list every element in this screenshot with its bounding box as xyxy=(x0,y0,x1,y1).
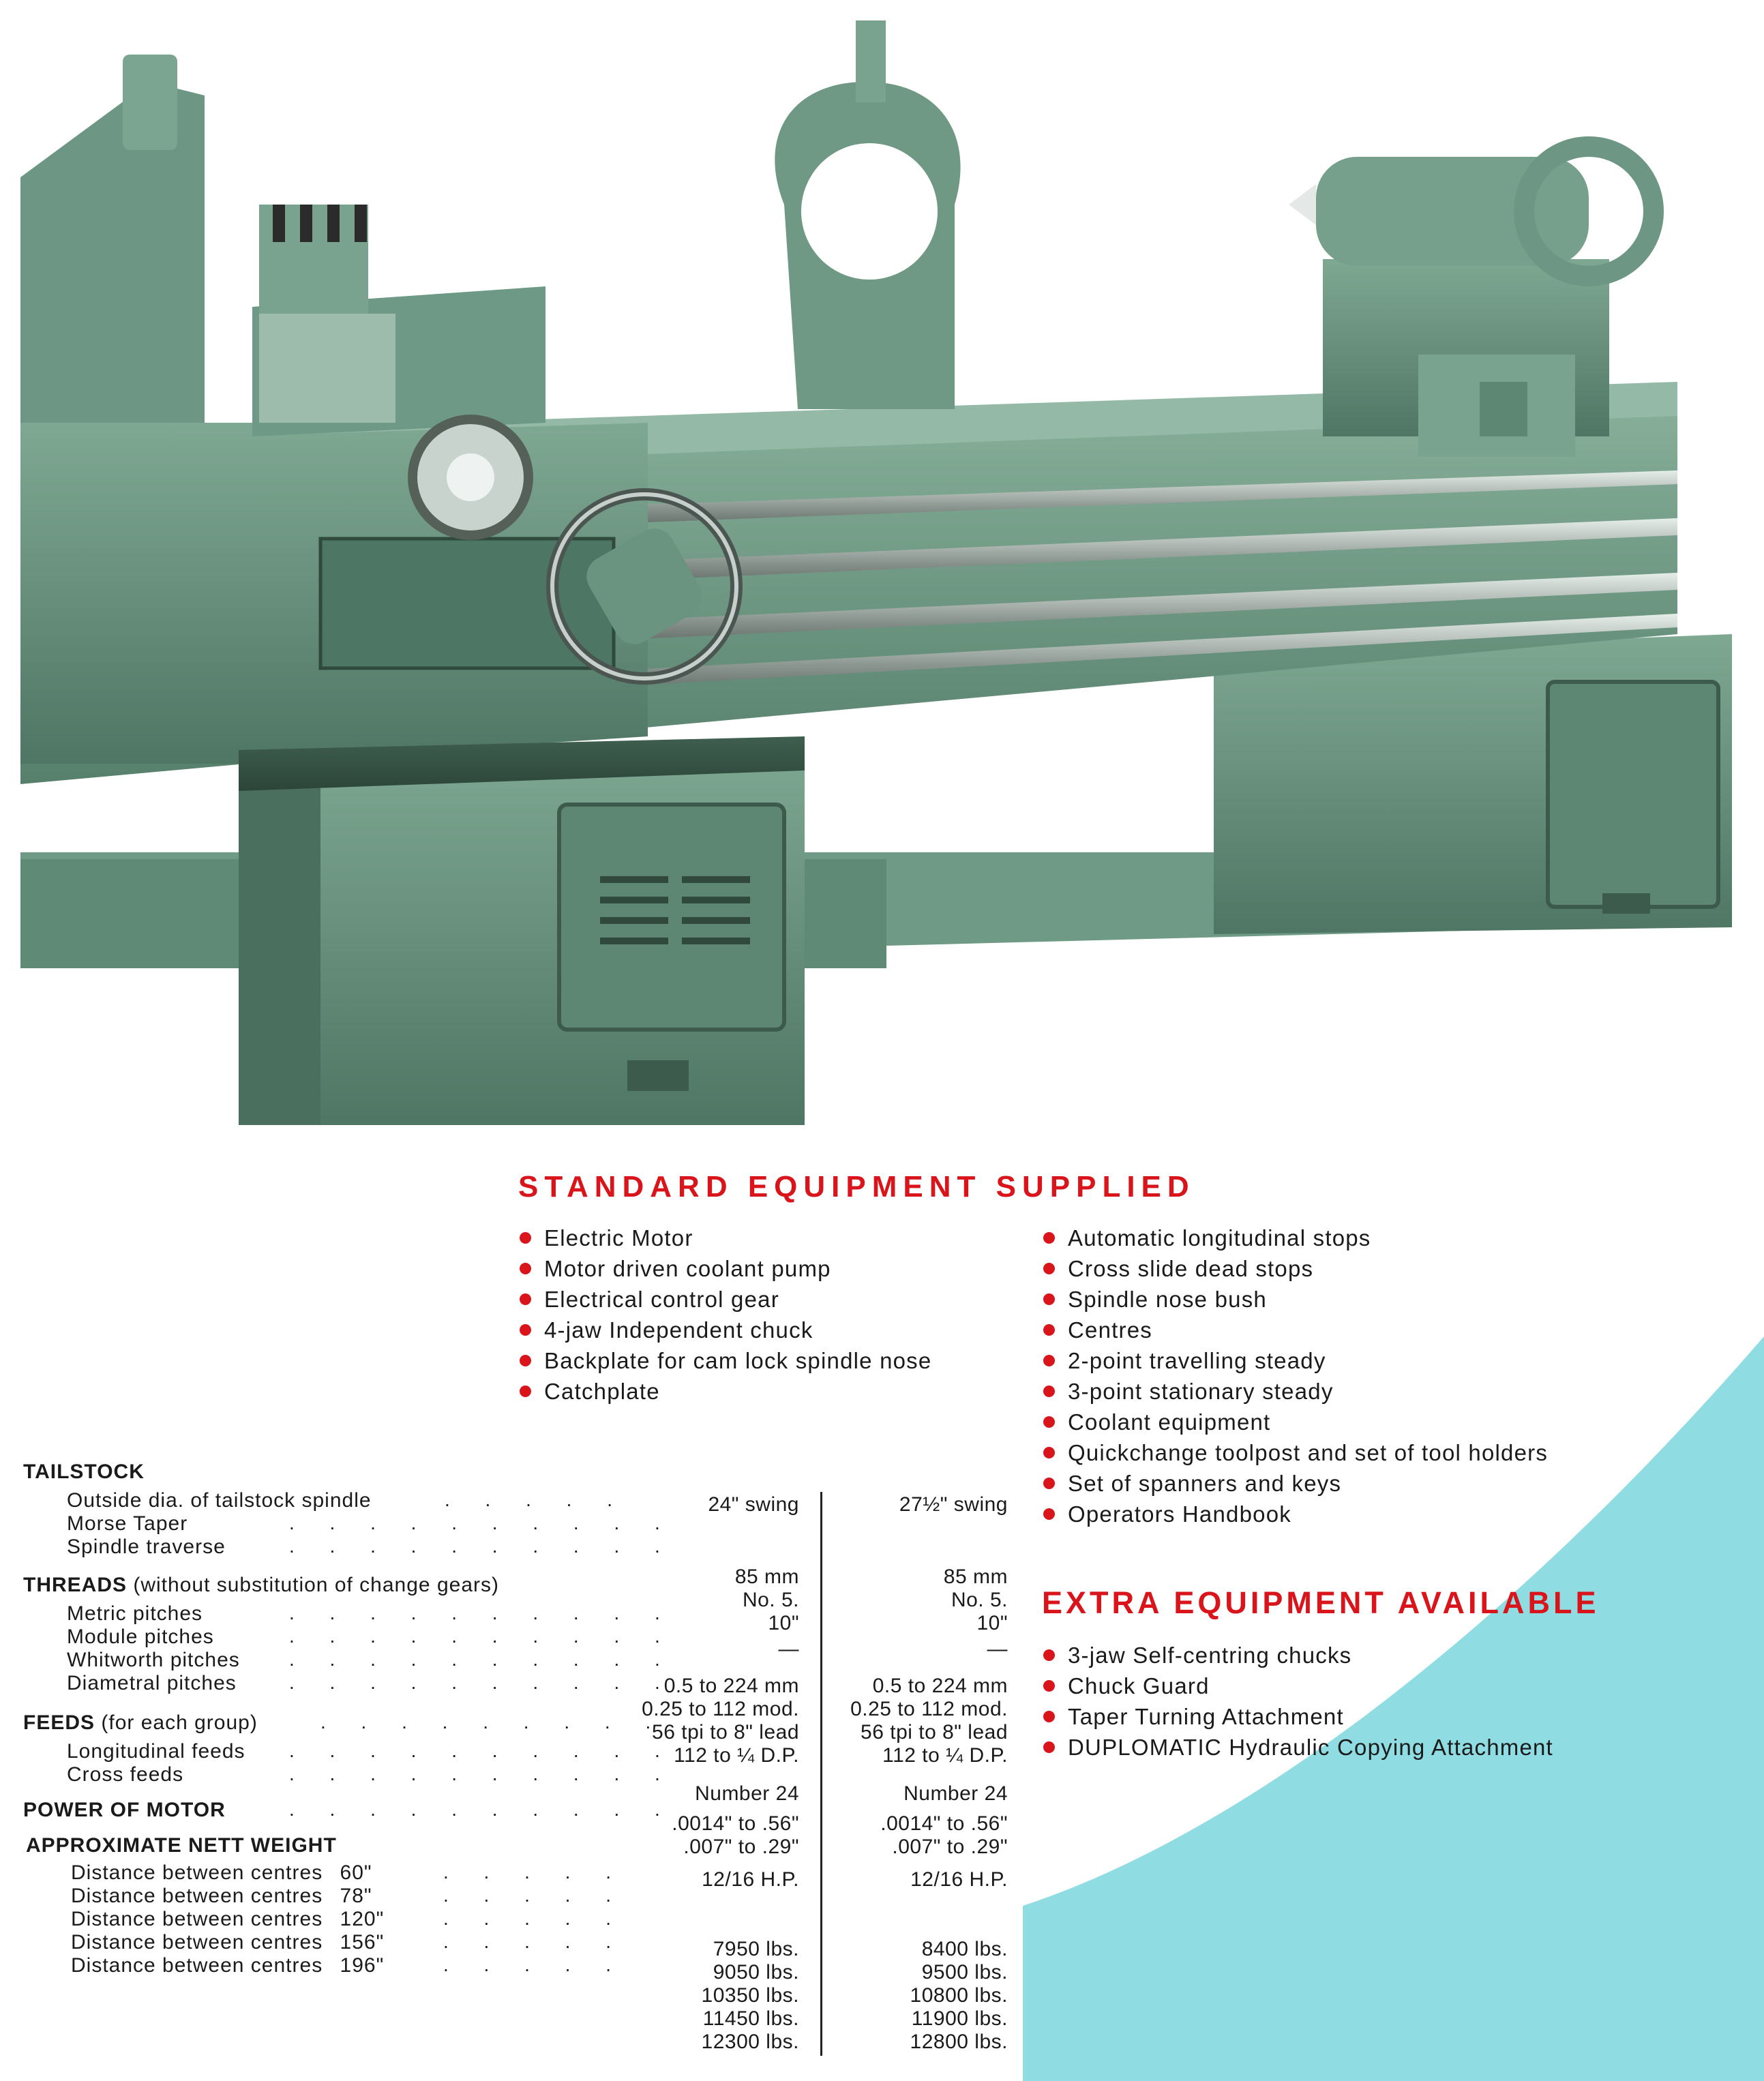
list-item-text: Set of spanners and keys xyxy=(1068,1471,1342,1496)
bullet-icon xyxy=(1043,1649,1055,1661)
spec-label: Diametral pitches xyxy=(67,1672,237,1694)
bullet-icon xyxy=(1043,1478,1055,1489)
threads-value: 0.5 to 224 mm xyxy=(872,1675,1008,1697)
tailstock-heading: TAILSTOCK xyxy=(23,1461,145,1483)
spec-label: Spindle traverse xyxy=(67,1536,226,1558)
leader-dots: . . . . . . . . . xyxy=(320,1711,666,1733)
leader-dots: . . . . . . . . . . xyxy=(289,1536,675,1557)
list-item-text: Catchplate xyxy=(544,1379,660,1404)
bullet-icon xyxy=(1043,1711,1055,1722)
centres-value: 196" xyxy=(340,1954,385,1977)
standard-equipment-item xyxy=(518,1284,931,1315)
feeds-value: .007" to .29" xyxy=(892,1836,1008,1858)
list-item-text: DUPLOMATIC Hydraulic Copying Attachment xyxy=(1068,1735,1553,1760)
weight-value: 12300 lbs. xyxy=(701,2031,799,2053)
centres-value: 60" xyxy=(340,1861,372,1884)
leader-dots: . . . . . . . . . . xyxy=(289,1649,675,1670)
standard-equipment-item xyxy=(1042,1345,1548,1376)
threads-value: 0.5 to 224 mm xyxy=(663,1675,799,1697)
standard-equipment-item xyxy=(1042,1223,1548,1253)
standard-equipment-item xyxy=(1042,1315,1548,1345)
standard-equipment-item xyxy=(518,1253,931,1284)
list-item-text: 3-jaw Self-centring chucks xyxy=(1068,1643,1352,1668)
feeds-value: Number 24 xyxy=(695,1782,799,1805)
bullet-icon xyxy=(520,1263,531,1274)
weight-value: 10350 lbs. xyxy=(701,1984,799,2007)
leader-dots: . . . . . . . . . . xyxy=(289,1672,675,1693)
list-item-text: 3-point stationary steady xyxy=(1068,1379,1334,1404)
leader-dots: . . . . . xyxy=(443,1954,627,1975)
weight-value: 12800 lbs. xyxy=(910,2031,1008,2053)
leader-dots: . . . . . . . . . . xyxy=(289,1763,675,1784)
spec-label: Longitudinal feeds xyxy=(67,1740,245,1763)
tailstock-value: 85 mm xyxy=(943,1566,1008,1588)
bullet-icon xyxy=(1043,1293,1055,1305)
extra-equipment-item xyxy=(1042,1701,1553,1732)
standard-equipment-item xyxy=(1042,1468,1548,1499)
feeds-value: .007" to .29" xyxy=(683,1836,799,1858)
leader-dots: . . . . . xyxy=(443,1908,627,1929)
tailstock-value: No. 5. xyxy=(742,1589,799,1611)
tailstock-value: 10" xyxy=(768,1612,799,1634)
threads-value: — xyxy=(987,1638,1008,1660)
standard-equipment-item xyxy=(518,1376,931,1407)
leader-dots: . . . . . . . . . . xyxy=(289,1512,675,1533)
weight-value: 9500 lbs. xyxy=(921,1961,1008,1983)
leader-dots: . . . . . . . . . . xyxy=(289,1799,675,1820)
centres-value: 120" xyxy=(340,1908,385,1930)
extra-equipment-item xyxy=(1042,1640,1553,1671)
list-item-text: Taper Turning Attachment xyxy=(1068,1704,1344,1729)
standard-equipment-list-right xyxy=(1042,1223,1548,1529)
weight-row-label: Distance between centres 196" xyxy=(71,1954,385,1977)
bullet-icon xyxy=(520,1386,531,1397)
weight-value: 7950 lbs. xyxy=(713,1938,799,1960)
column-header: 24" swing xyxy=(708,1493,799,1516)
bullet-icon xyxy=(520,1293,531,1305)
list-item-text: Automatic longitudinal stops xyxy=(1068,1225,1371,1251)
weight-value: 11900 lbs. xyxy=(911,2007,1008,2030)
spec-label: Metric pitches xyxy=(67,1602,203,1625)
standard-equipment-item xyxy=(518,1345,931,1376)
list-item-text: Centres xyxy=(1068,1317,1152,1343)
list-item-text: Chuck Guard xyxy=(1068,1673,1210,1698)
standard-equipment-item xyxy=(1042,1437,1548,1468)
weight-row-label: Distance between centres 60" xyxy=(71,1861,372,1884)
threads-value: 56 tpi to 8" lead xyxy=(652,1721,799,1743)
spec-label: Whitworth pitches xyxy=(67,1649,240,1671)
threads-note: (without substitution of change gears) xyxy=(133,1574,499,1596)
standard-equipment-item xyxy=(1042,1284,1548,1315)
list-item-text: Cross slide dead stops xyxy=(1068,1256,1314,1281)
threads-heading: THREADS (without substitution of change gears) xyxy=(23,1574,499,1596)
column-header: 27½" swing xyxy=(899,1493,1008,1516)
weight-value: 8400 lbs. xyxy=(921,1938,1008,1960)
tailstock-value: 10" xyxy=(976,1612,1008,1634)
spec-label: Module pitches xyxy=(67,1626,214,1648)
feeds-value: Number 24 xyxy=(903,1782,1008,1805)
feeds-heading: FEEDS (for each group) xyxy=(23,1711,258,1734)
feeds-value: .0014" to .56" xyxy=(672,1812,799,1835)
bullet-icon xyxy=(1043,1355,1055,1366)
bullet-icon xyxy=(520,1355,531,1366)
list-item-text: Backplate for cam lock spindle nose xyxy=(544,1348,932,1373)
weight-value: 11450 lbs. xyxy=(702,2007,799,2030)
threads-value: 0.25 to 112 mod. xyxy=(642,1698,799,1720)
leader-dots: . . . . . . . . . . xyxy=(289,1740,675,1761)
column-divider xyxy=(820,1492,822,2056)
weight-value: 9050 lbs. xyxy=(713,1961,799,1983)
centres-value: 156" xyxy=(340,1931,385,1953)
bullet-icon xyxy=(1043,1386,1055,1397)
standard-equipment-item xyxy=(518,1223,931,1253)
leader-dots: . . . . . xyxy=(445,1489,628,1510)
power-value: 12/16 H.P. xyxy=(702,1868,799,1891)
threads-value: 112 to ¼ D.P. xyxy=(882,1744,1008,1767)
power-value: 12/16 H.P. xyxy=(910,1868,1008,1891)
tailstock-value: 85 mm xyxy=(734,1566,799,1588)
weight-row-label: Distance between centres 156" xyxy=(71,1931,385,1953)
bullet-icon xyxy=(520,1324,531,1336)
list-item-text: Quickchange toolpost and set of tool holders xyxy=(1068,1440,1549,1465)
leader-dots: . . . . . . . . . . xyxy=(289,1602,675,1623)
leader-dots: . . . . . . . . . . xyxy=(289,1626,675,1647)
list-item-text: Operators Handbook xyxy=(1068,1501,1291,1527)
list-item-text: Electrical control gear xyxy=(544,1287,779,1312)
tailstock-value: No. 5. xyxy=(951,1589,1008,1611)
list-item-text: 2-point travelling steady xyxy=(1068,1348,1326,1373)
standard-equipment-list-left xyxy=(518,1223,931,1407)
power-heading: POWER OF MOTOR xyxy=(23,1799,226,1821)
spec-label: Morse Taper xyxy=(67,1512,188,1535)
bullet-icon xyxy=(520,1232,531,1244)
standard-equipment-item xyxy=(518,1315,931,1345)
bullet-icon xyxy=(1043,1263,1055,1274)
list-item-text: Spindle nose bush xyxy=(1068,1287,1267,1312)
spec-label: Cross feeds xyxy=(67,1763,184,1786)
bullet-icon xyxy=(1043,1447,1055,1458)
list-item-text: Electric Motor xyxy=(544,1225,693,1251)
bullet-icon xyxy=(1043,1232,1055,1244)
bullet-icon xyxy=(1043,1416,1055,1428)
bullet-icon xyxy=(1043,1741,1055,1753)
centres-value: 78" xyxy=(340,1885,372,1907)
threads-value: — xyxy=(778,1638,799,1660)
threads-value: 112 to ¼ D.P. xyxy=(674,1744,799,1767)
standard-equipment-item xyxy=(1042,1376,1548,1407)
list-item-text: 4-jaw Independent chuck xyxy=(544,1317,813,1343)
extra-equipment-item xyxy=(1042,1671,1553,1701)
threads-value: 0.25 to 112 mod. xyxy=(850,1698,1008,1720)
standard-equipment-item xyxy=(1042,1407,1548,1437)
extra-equipment-list xyxy=(1042,1640,1553,1763)
extra-equipment-title: EXTRA EQUIPMENT AVAILABLE xyxy=(1042,1585,1600,1620)
standard-equipment-item xyxy=(1042,1499,1548,1529)
feeds-note: (for each group) xyxy=(101,1711,258,1734)
threads-value: 56 tpi to 8" lead xyxy=(861,1721,1008,1743)
bullet-icon xyxy=(1043,1680,1055,1692)
leader-dots: . . . . . xyxy=(443,1885,627,1906)
list-item-text: Coolant equipment xyxy=(1068,1409,1271,1435)
standard-equipment-item xyxy=(1042,1253,1548,1284)
extra-equipment-item xyxy=(1042,1732,1553,1763)
standard-equipment-title: STANDARD EQUIPMENT SUPPLIED xyxy=(518,1170,1195,1203)
leader-dots: . . . . . xyxy=(443,1931,627,1952)
bullet-icon xyxy=(1043,1508,1055,1520)
weight-row-label: Distance between centres 78" xyxy=(71,1885,372,1907)
spec-label: Outside dia. of tailstock spindle xyxy=(67,1489,372,1512)
list-item-text: Motor driven coolant pump xyxy=(544,1256,831,1281)
feeds-value: .0014" to .56" xyxy=(880,1812,1008,1835)
weight-row-label: Distance between centres 120" xyxy=(71,1908,385,1930)
weight-heading: APPROXIMATE NETT WEIGHT xyxy=(26,1834,337,1857)
leader-dots: . . . . . xyxy=(443,1861,627,1883)
bullet-icon xyxy=(1043,1324,1055,1336)
weight-value: 10800 lbs. xyxy=(910,1984,1008,2007)
